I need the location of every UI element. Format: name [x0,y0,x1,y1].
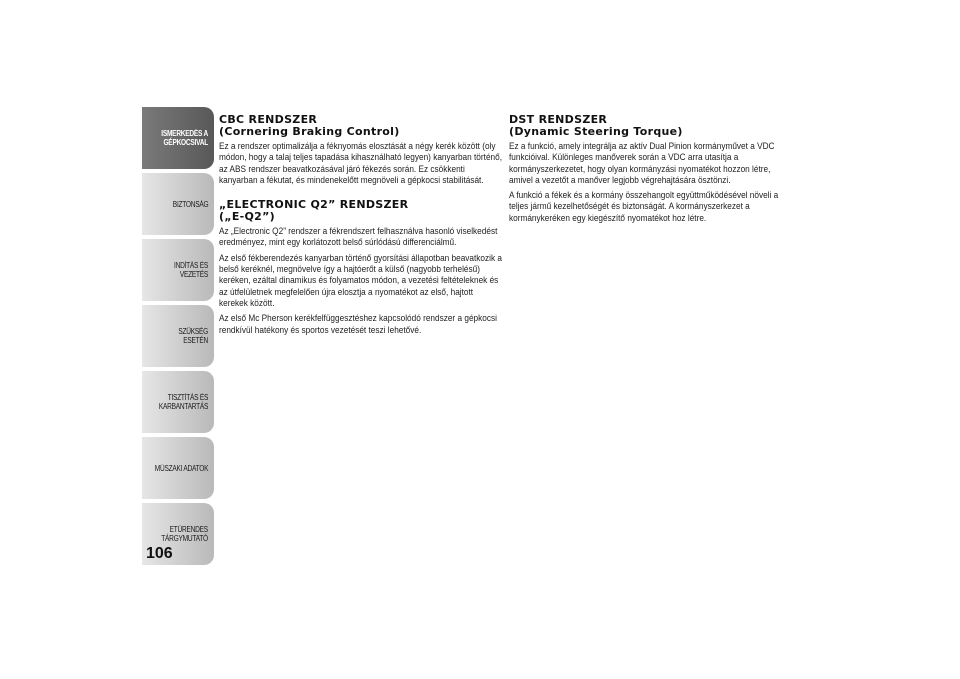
right-column [509,114,799,228]
tab-label: MŰSZAKI ADATOK [154,463,208,473]
cbc-paragraph: Ez a rendszer optimalizálja a féknyomás elosztását a négy kerék között (oly módon, hogy a talaj teljes tapadása kihasználható legyen) kanyarban történő, az ABS rendszer beavatkozásával járó fékezés során. Ez csökkenti kanyarban a fékutat, és mindenekelőtt megnöveli a gépkocsi stabilitását. [219,141,503,186]
tab-ismerkedes[interactable] [142,107,214,169]
tab-label: SZÜKSÉG ESETÉN [178,327,208,345]
eq2-paragraph-3: Az első Mc Pherson kerékfelfüggesztéshez kapcsolódó rendszer a gépkocsi rendkívül hatékony és sportos vezetését teszi lehetővé. [219,313,497,336]
tab-inditas[interactable] [142,239,214,301]
tab-szukseg[interactable] [142,305,214,367]
tab-label: BIZTONSÁG [172,199,208,209]
dst-paragraph-2: A funkció a fékek és a kormány összehangolt együttműködésével növeli a teljes jármű kezelhetőségét és biztonságát. A kormányszerkezet a kormánykeréken egy kiegészítő nyomatékot hoz létre. [509,190,779,224]
eq2-paragraph-2: Az első fékberendezés kanyarban történő gyorsítási állapotban beavatkozik a belső keréknél, megnövelve így a hajtóerőt a külső (nagyobb terhelésű) keréken, ezáltal dinamikus és folyamatos módon, a vezetési feltételeknek és az útfelületnek megfelelően újra elosztja a nyomatékot az első, hajtott kerekek között. [219,252,502,309]
cbc-heading: CBC RENDSZER [219,113,318,126]
tab-label: ISMERKEDÉS A GÉPKOCSIVAL [161,129,208,147]
page-number: 106 [146,545,173,562]
left-column [219,114,509,340]
tab-biztonsag[interactable] [142,173,214,235]
tab-label: ETŰRENDES TÁRGYMUTATÓ [161,525,208,543]
tab-label: INDÍTÁS ÉS VEZETÉS [173,261,208,279]
dst-paragraph-1: Ez a funkció, amely integrálja az aktív Dual Pinion kormányművet a VDC funkcióival. Különleges manőverek során a VDC arra utasítja a kormányszerkezetet, hogy olyan kormányzási nyomatékot hozzon létre, amivel a vezetőt a manőver legjobb végrehajtására ösztönzi. [509,141,775,186]
cbc-subheading: (Cornering Braking Control) [219,125,400,138]
tab-muszaki[interactable] [142,437,214,499]
eq2-subheading: („E-Q2”) [219,210,275,224]
eq2-heading: „ELECTRONIC Q2” RENDSZER [219,198,409,212]
eq2-paragraph-1: Az „Electronic Q2” rendszer a fékrendszert felhasználva hasonló viselkedést eredményez, mint egy korlátozott belső súrlódású differenciálmű. [219,226,498,249]
dst-heading: DST RENDSZER [509,113,608,126]
dst-subheading: (Dynamic Steering Torque) [509,125,683,138]
tab-tisztitas[interactable] [142,371,214,433]
tab-label: TISZTÍTÁS ÉS KARBANTARTÁS [158,393,208,411]
chapter-tabs [142,107,214,569]
